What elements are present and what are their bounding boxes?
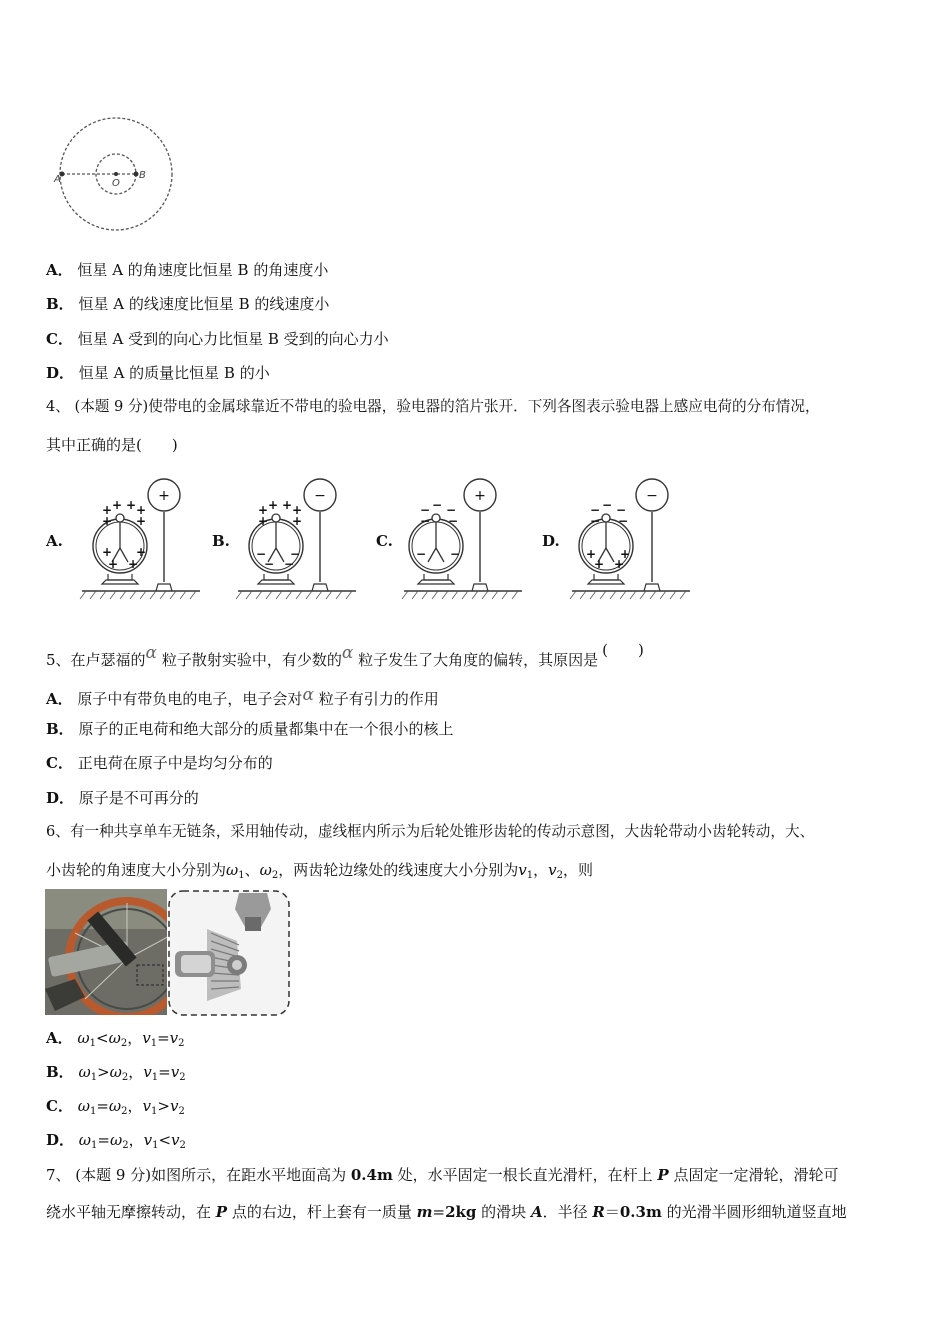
charged-ball-sign: − — [314, 488, 326, 504]
svg-text:+: + — [292, 514, 303, 528]
q6-option-b[interactable]: B． $\omega_1>\omega_2$，$v_1=v_2$ — [46, 1063, 186, 1083]
q5-option-b[interactable]: B． 原子的正电荷和绝大部分的质量都集中在一个很小的核上 — [46, 720, 454, 738]
electroscope-c[interactable] — [400, 478, 526, 604]
q6-option-a[interactable]: A． $\omega_1<\omega_2$，$v_1=v_2$ — [46, 1029, 185, 1049]
electroscope-knob — [116, 514, 124, 522]
q4-option-c-label[interactable]: C. — [376, 532, 393, 550]
q4-option-a-label[interactable]: A. — [46, 532, 63, 550]
svg-text:−: − — [446, 503, 457, 517]
svg-text:+: + — [128, 557, 139, 571]
binary-star-figure — [48, 112, 188, 238]
svg-text:−: − — [256, 547, 267, 561]
svg-text:−: − — [448, 514, 459, 528]
q6-stem-line1: 6、有一种共享单车无链条，采用轴传动，虚线框内所示为后轮处锥形齿轮的传动示意图，大齿轮带动小齿轮转动，大、 — [46, 823, 815, 840]
svg-text:+: + — [112, 498, 123, 512]
electroscope-d[interactable] — [568, 478, 694, 604]
q5-option-a[interactable]: A． 原子中有带负电的电子，电子会对α 粒子有引力的作用 — [46, 685, 439, 708]
center-o — [114, 172, 118, 176]
svg-text:−: − — [602, 498, 613, 512]
q5-stem: 5、在卢瑟福的α 粒子散射实验中，有少数的α 粒子发生了大角度的偏转，其原因是( ) — [46, 641, 644, 669]
svg-text:−: − — [590, 514, 601, 528]
svg-text:+: + — [136, 514, 147, 528]
q5-option-d[interactable]: D． 原子是不可再分的 — [46, 789, 199, 807]
q3-option-a[interactable]: A． 恒星 A 的角速度比恒星 B 的角速度小 — [46, 261, 329, 279]
star-b — [134, 172, 139, 177]
q7-stem-line2: 绕水平轴无摩擦转动，在 P 点的右边，杆上套有一质量 m=2kg 的滑块 A．半径 R＝0.3m 的光滑半圆形细轨道竖直地 — [46, 1203, 847, 1221]
label-a: A — [54, 174, 61, 185]
svg-text:−: − — [432, 498, 443, 512]
svg-text:+: + — [126, 498, 137, 512]
svg-text:−: − — [264, 557, 275, 571]
svg-text:+: + — [102, 503, 113, 517]
svg-text:+: + — [108, 557, 119, 571]
q3-option-d[interactable]: D． 恒星 A 的质量比恒星 B 的小 — [46, 364, 270, 382]
svg-text:−: − — [420, 503, 431, 517]
svg-text:+: + — [292, 503, 303, 517]
label-o: O — [112, 178, 120, 189]
svg-text:+: + — [102, 545, 113, 559]
electroscope-a[interactable] — [78, 478, 204, 604]
q3-option-b[interactable]: B． 恒星 A 的线速度比恒星 B 的线速度小 — [46, 295, 330, 313]
q5-option-c[interactable]: C． 正电荷在原子中是均匀分布的 — [46, 754, 273, 772]
charged-ball-sign: + — [158, 488, 170, 504]
svg-text:+: + — [620, 547, 631, 561]
svg-text:−: − — [450, 547, 461, 561]
svg-text:+: + — [258, 514, 269, 528]
svg-text:+: + — [136, 545, 147, 559]
svg-text:+: + — [586, 547, 597, 561]
svg-text:+: + — [594, 557, 605, 571]
bike-wheel-photo — [45, 889, 167, 1015]
ground-hatch — [80, 591, 196, 599]
q4-option-d-label[interactable]: D. — [542, 532, 560, 550]
q7-stem-line1: 7、 (本题 9 分)如图所示，在距水平地面高为 0.4m 处，水平固定一根长直光滑杆，在杆上 P 点固定一定滑轮，滑轮可 — [46, 1166, 839, 1184]
svg-text:+: + — [258, 503, 269, 517]
q6-option-c[interactable]: C． $\omega_1=\omega_2$，$v_1>v_2$ — [46, 1097, 185, 1117]
svg-text:−: − — [590, 503, 601, 517]
q4-stem-line1: 4、 (本题 9 分)使带电的金属球靠近不带电的验电器，验电器的箔片张开．下列各图表示验电器上感应电荷的分布情况， — [46, 398, 820, 415]
bevel-gear-diagram — [167, 889, 291, 1017]
svg-text:+: + — [614, 557, 625, 571]
svg-text:+: + — [136, 503, 147, 517]
charged-ball-sign: + — [474, 488, 486, 504]
electroscope-b[interactable] — [234, 478, 360, 604]
svg-text:−: − — [284, 557, 295, 571]
q6-option-d[interactable]: D． $\omega_1=\omega_2$，$v_1<v_2$ — [46, 1131, 186, 1151]
svg-text:−: − — [616, 503, 627, 517]
q4-option-b-label[interactable]: B. — [212, 532, 230, 550]
q6-stem-line2: 小齿轮的角速度大小分别为$\omega_1$、$\omega_2$，两齿轮边缘处的线速度大小分别为$v_1$，$v_2$，则 — [46, 861, 594, 881]
charged-ball-sign: − — [646, 488, 658, 504]
svg-text:+: + — [282, 498, 293, 512]
svg-text:−: − — [416, 547, 427, 561]
svg-text:−: − — [290, 547, 301, 561]
svg-text:−: − — [420, 514, 431, 528]
svg-text:−: − — [618, 514, 629, 528]
svg-text:+: + — [102, 514, 113, 528]
q4-stem-line2: 其中正确的是( ) — [46, 436, 178, 454]
label-b: B — [139, 170, 146, 181]
svg-text:+: + — [268, 498, 279, 512]
q3-option-c[interactable]: C． 恒星 A 受到的向心力比恒星 B 受到的向心力小 — [46, 330, 389, 348]
